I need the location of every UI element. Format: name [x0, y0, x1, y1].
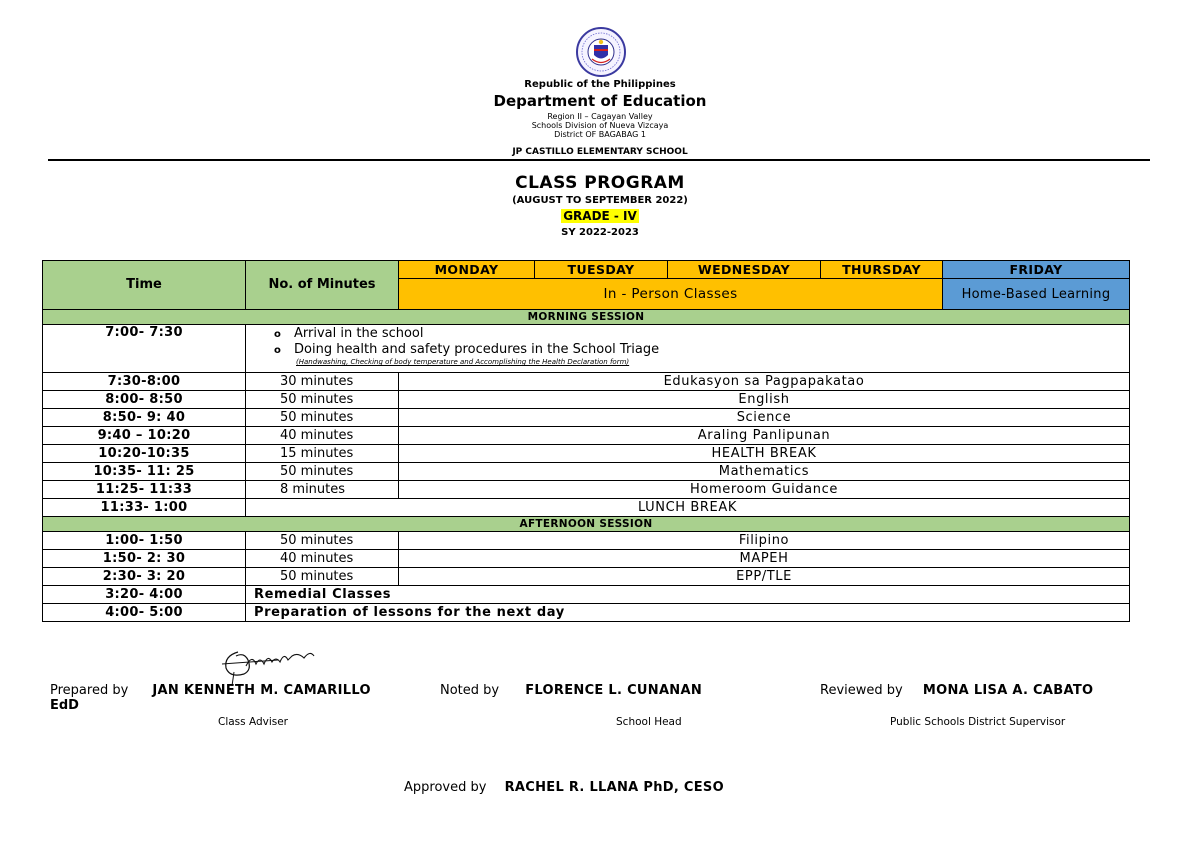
row-time: 1:50- 2: 30 — [43, 550, 246, 568]
prepared-by-block — [50, 683, 371, 698]
time-column-header: Time — [43, 261, 246, 310]
triage-item: o Doing health and safety procedures in the School Triage — [280, 342, 1125, 358]
prepared-by-name: JAN KENNETH M. CAMARILLO — [152, 683, 371, 698]
school-year: SY 2022-2023 — [561, 227, 639, 238]
row-subject: English — [399, 391, 1130, 409]
noted-by-block — [440, 683, 702, 698]
preparation-time: 4:00- 5:00 — [43, 604, 246, 622]
row-minutes: 8 minutes — [246, 481, 399, 499]
arrival-time: 7:00- 7:30 — [43, 325, 246, 373]
row-subject: EPP/TLE — [399, 568, 1130, 586]
noted-by-name: FLORENCE L. CUNANAN — [525, 683, 703, 698]
table-row — [43, 409, 1130, 427]
afternoon-session-label: AFTERNOON SESSION — [43, 517, 1130, 532]
row-subject: Edukasyon sa Pagpapakatao — [399, 373, 1130, 391]
row-subject: Araling Panlipunan — [399, 427, 1130, 445]
day-header-tuesday: TUESDAY — [535, 261, 668, 279]
table-row — [43, 427, 1130, 445]
table-row — [43, 481, 1130, 499]
row-minutes: 50 minutes — [246, 463, 399, 481]
row-subject: HEALTH BREAK — [399, 445, 1130, 463]
arrival-item: o Arrival in the school — [280, 326, 1125, 342]
remedial-label: Remedial Classes — [246, 586, 1130, 604]
division-line: Schools Division of Nueva Vizcaya — [531, 121, 669, 130]
table-row — [43, 604, 1130, 622]
day-header-friday: FRIDAY — [943, 261, 1130, 279]
row-minutes: 40 minutes — [246, 550, 399, 568]
table-row — [43, 445, 1130, 463]
row-minutes: 50 minutes — [246, 409, 399, 427]
approved-by-block — [404, 780, 724, 795]
class-program-table — [42, 260, 1130, 622]
reviewed-by-block — [820, 683, 1093, 698]
remedial-time: 3:20- 4:00 — [43, 586, 246, 604]
lunch-break-label: LUNCH BREAK — [246, 499, 1130, 517]
day-header-wednesday: WEDNESDAY — [668, 261, 821, 279]
noted-by-role: School Head — [616, 716, 682, 728]
day-header-monday: MONDAY — [399, 261, 535, 279]
table-row — [43, 463, 1130, 481]
lunch-time: 11:33- 1:00 — [43, 499, 246, 517]
in-person-label: In - Person Classes — [399, 279, 943, 310]
page-title: CLASS PROGRAM — [515, 173, 685, 193]
minutes-column-header: No. of Minutes — [246, 261, 399, 310]
row-minutes: 15 minutes — [246, 445, 399, 463]
morning-session-label: MORNING SESSION — [43, 310, 1130, 325]
reviewed-by-label: Reviewed by — [820, 683, 903, 698]
row-time: 8:00- 8:50 — [43, 391, 246, 409]
row-time: 7:30-8:00 — [43, 373, 246, 391]
table-row — [43, 391, 1130, 409]
approved-by-name: RACHEL R. LLANA PhD, CESO — [504, 780, 724, 795]
table-row — [43, 568, 1130, 586]
department-name: Department of Education — [493, 92, 707, 110]
row-subject: MAPEH — [399, 550, 1130, 568]
row-subject: Homeroom Guidance — [399, 481, 1130, 499]
day-header-thursday: THURSDAY — [821, 261, 943, 279]
row-time: 9:40 – 10:20 — [43, 427, 246, 445]
row-subject: Science — [399, 409, 1130, 427]
home-based-label: Home-Based Learning — [943, 279, 1130, 310]
row-time: 1:00- 1:50 — [43, 532, 246, 550]
grade-highlight: GRADE - IV — [563, 209, 637, 223]
school-name: JP CASTILLO ELEMENTARY SCHOOL — [512, 147, 688, 157]
republic-line: Republic of the Philippines — [524, 79, 676, 90]
row-time: 10:35- 11: 25 — [43, 463, 246, 481]
noted-by-label: Noted by — [440, 683, 500, 698]
row-minutes: 50 minutes — [246, 532, 399, 550]
program-period: (AUGUST TO SEPTEMBER 2022) — [512, 195, 688, 206]
row-subject: Filipino — [399, 532, 1130, 550]
table-row — [43, 532, 1130, 550]
prepared-by-role: Class Adviser — [218, 716, 289, 728]
row-minutes: 50 minutes — [246, 568, 399, 586]
reviewed-by-name: MONA LISA A. CABATO — [922, 683, 1094, 698]
district-line: District OF BAGABAG 1 — [554, 130, 646, 139]
prepared-by-label: Prepared by — [50, 683, 129, 698]
triage-note: (Handwashing, Checking of body temperature and Accomplishing the Health Declaration form) — [296, 358, 630, 366]
row-time: 2:30- 3: 20 — [43, 568, 246, 586]
table-row — [43, 499, 1130, 517]
prepared-by-suffix: EdD — [50, 698, 79, 713]
reviewed-by-role: Public Schools District Supervisor — [890, 716, 1066, 728]
header-divider — [48, 159, 1150, 161]
table-row — [43, 550, 1130, 568]
row-minutes: 40 minutes — [246, 427, 399, 445]
approved-by-label: Approved by — [404, 780, 487, 795]
table-row — [43, 373, 1130, 391]
handwritten-signature-icon — [218, 644, 328, 686]
row-minutes: 30 minutes — [246, 373, 399, 391]
row-time: 11:25- 11:33 — [43, 481, 246, 499]
arrival-activities — [246, 325, 1130, 373]
preparation-label: Preparation of lessons for the next day — [246, 604, 1130, 622]
row-time: 8:50- 9: 40 — [43, 409, 246, 427]
row-minutes: 50 minutes — [246, 391, 399, 409]
row-time: 10:20-10:35 — [43, 445, 246, 463]
region-line: Region II – Cagayan Valley — [547, 112, 653, 121]
grade-level — [0, 209, 1200, 223]
table-row — [43, 586, 1130, 604]
row-subject: Mathematics — [399, 463, 1130, 481]
deped-seal-icon — [570, 26, 632, 78]
